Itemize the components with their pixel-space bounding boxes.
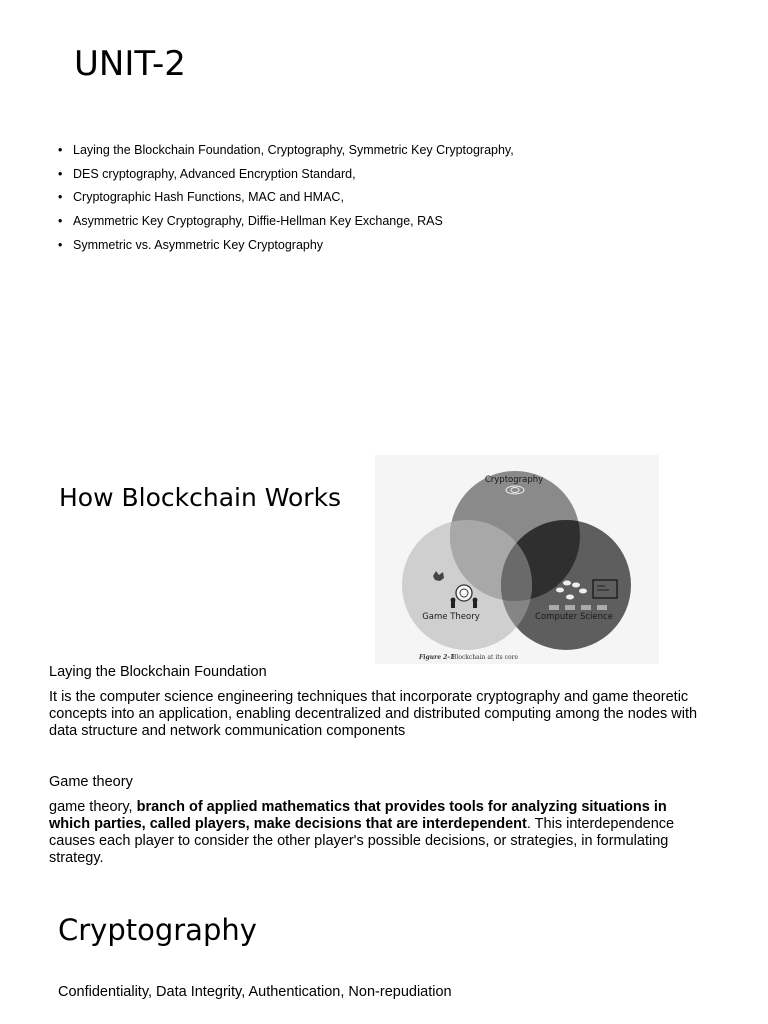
figure-caption-text: Blockchain at its core [452, 654, 519, 661]
topic-list [58, 140, 514, 258]
topic-item: • Symmetric vs. Asymmetric Key Cryptography [58, 235, 514, 259]
topic-item: • Cryptographic Hash Functions, MAC and HMAC, [58, 187, 514, 211]
figure-caption-number: Figure 2-1 [419, 654, 455, 661]
how-blockchain-works-heading: How Blockchain Works [59, 483, 342, 512]
unit-title: UNIT-2 [74, 44, 186, 84]
cryptography-heading: Cryptography [58, 913, 257, 947]
venn-diagram [375, 455, 659, 664]
venn-label-cryptography: Cryptography [484, 475, 544, 485]
game-theory-rest: . This interdependence causes each player to consider the other player's possible decisions, or strategies, in formulating strategy. [49, 816, 675, 866]
blockchain-venn-figure [375, 455, 659, 664]
topic-item: • DES cryptography, Advanced Encryption Standard, [58, 164, 514, 188]
game-theory-definition: branch of applied mathematics that provides tools for analyzing situations in which parties, called players, make decisions that are interdependent [49, 799, 667, 832]
foundation-paragraph: It is the computer science engineering techniques that incorporate cryptography and game theoretic concepts into an application, enabling decentralized and distributed computing among the nodes with data structure and network communication components [49, 689, 698, 739]
foundation-heading: Laying the Blockchain Foundation [49, 664, 267, 680]
topic-item: • Laying the Blockchain Foundation, Cryptography, Symmetric Key Cryptography, [58, 140, 514, 164]
venn-label-computer-science: Computer Science [535, 612, 613, 622]
game-theory-heading: Game theory [49, 774, 133, 790]
topic-item: • Asymmetric Key Cryptography, Diffie-Hellman Key Exchange, RAS [58, 211, 514, 235]
game-theory-paragraph [49, 799, 709, 867]
venn-label-game-theory: Game Theory [422, 612, 480, 622]
game-theory-lead: game theory, [49, 799, 137, 815]
cryptography-properties: Confidentiality, Data Integrity, Authentication, Non-repudiation [58, 984, 452, 1000]
